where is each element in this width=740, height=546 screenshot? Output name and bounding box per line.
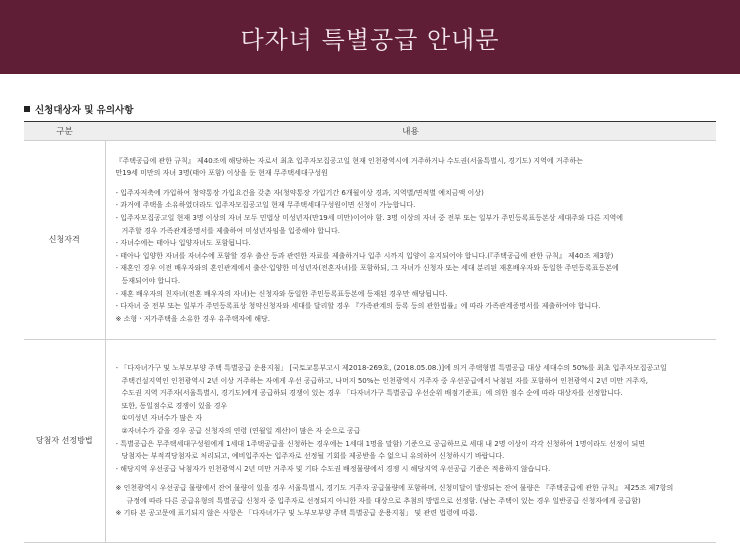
section-title-text: 신청대상자 및 유의사항 — [35, 105, 134, 116]
text-line: ①미성년 자녀수가 많은 자 — [121, 414, 203, 423]
text-line: 주택건설지역인 인천광역시 2년 이상 거주하는 자에게 우선 공급하고, 나머지 50%는 인천광역시 거주자 중 우선공급에서 낙첨된 자를 포함하여 인천광역시 2년 미만 거주자, — [121, 376, 648, 385]
text-line: - 자녀수에는 태아나 입양자녀도 포함됩니다. — [115, 239, 251, 248]
text-line: - 재혼인 경우 이전 배우자와의 혼인관계에서 출산·입양한 미성년자(전혼자녀)를 포함하되, 그 자녀가 신청자 또는 세대 분리된 재혼배우자와 동일한 주민등록표등본에 — [115, 264, 619, 273]
text-line: ※ 인천광역시 우선공급 물량에서 잔여 물량이 있을 경우 서울특별시, 경기도 거주자 공급물량에 포함하며, 신청미달이 발생되는 잔여 물량은 『주택공급에 관한 규칙』 제25조 제7항의 — [115, 484, 674, 493]
text-line: - 다자녀 중 전부 또는 일부가 주민등록표상 청약신청자와 세대를 달리할 경우 『가족관계의 등록 등의 관한법률』에 따라 가족관계증명서를 제출하여야 합니다. — [115, 302, 601, 311]
row-content-selection — [105, 340, 716, 543]
text-line: 등재되어야 합니다. — [121, 276, 181, 285]
text-line: - 특별공급은 무주택세대구성원에게 1세대 1주택공급을 신청하는 경우에는 1세대 1명을 말함) 기준으로 공급하므로 세대 내 2명 이상이 각각 신청하여 1명이라도 선정이 되면 — [115, 439, 646, 448]
info-table — [24, 121, 716, 543]
text-line: - 입주자모집공고일 현재 3명 이상의 자녀 모두 민법상 미성년자(만19세 미만)이어야 함. 3명 이상의 자녀 중 전부 또는 일부가 주민등록표등본상 세대주와 다른 지역에 — [115, 214, 624, 223]
table-row-eligibility — [24, 141, 716, 340]
text-line: 당첨자는 부적격당첨자로 처리되고, 예비입주자는 입주자로 선정될 기회를 제공받을 수 없으니 유의하여 신청하시기 바랍니다. — [121, 452, 505, 461]
page-title: 다자녀 특별공급 안내문 — [240, 25, 500, 54]
text-line: 수도권 지역 거주자(서울특별시, 경기도)에게 공급하되 경쟁이 있는 경우 「다자녀가구 특별공급 우선순위 배점기준표」에 의한 점수 순에 따라 대상자를 선정합니다. — [121, 389, 623, 398]
row-content-eligibility — [105, 141, 716, 340]
text-line: - 재혼 배우자의 친자녀(전혼 배우자의 자녀)는 신청자와 동일한 주민등록표등본에 등재된 경우만 해당됩니다. — [115, 289, 448, 298]
text-line: 만19세 미만의 자녀 3명(태아 포함) 이상을 둔 현재 무주택세대구성원 — [115, 169, 328, 178]
text-line: 거주할 경우 가족관계증명서를 제출하여 미성년자임을 입증해야 합니다. — [121, 226, 340, 235]
section-title — [24, 102, 133, 116]
text-line: - 과거에 주택을 소유하였더라도 입주자모집공고일 현재 무주택세대구성원이면 신청이 가능합니다. — [115, 201, 416, 210]
header-content: 내용 — [105, 122, 716, 141]
text-line: - 입주자저축에 가입하여 청약통장 가입요건을 갖춘 자(청약통장 가입기간 6개월이상 경과, 지역별/면적별 예치금액 이상) — [115, 188, 484, 197]
text-line: ②자녀수가 같을 경우 공급 신청자의 연령 (연월일 계산)이 많은 자 순으로 공급 — [121, 426, 361, 435]
text-line: 규정에 따라 다른 공급유형의 특별공급 신청자 중 입주자로 선정되지 아니한 자를 대상으로 추첨의 방법으로 선정함. (남는 주택이 있는 경우 일반공급 신청자에게 공급함) — [126, 496, 641, 505]
table-row-selection — [24, 340, 716, 543]
row-label-eligibility: 신청자격 — [24, 141, 105, 340]
text-line: ※ 기타 본 공고문에 표기되지 않은 사항은 「다자녀가구 및 노부모부양 주택 특별공급 운용지침」 및 관련 법령에 따름. — [115, 509, 478, 518]
text-line: - 태아나 입양한 자녀를 자녀수에 포함할 경우 출산 등과 관련한 자료를 제출하거나 입주 시까지 입양이 유지되어야 합니다.(『주택공급에 관한 규칙』 제40조 제3항) — [115, 251, 614, 260]
text-line: 『주택공급에 관한 규칙』 제40조에 해당하는 자로서 최초 입주자모집공고일 현재 인천광역시에 거주하거나 수도권(서울특별시, 경기도) 지역에 거주하는 — [115, 156, 583, 165]
table-header-row — [24, 122, 716, 141]
square-bullet-icon — [24, 106, 30, 112]
text-line: - 「다자녀가구 및 노부모부양 주택 특별공급 운용지침」 [국토교통부고시 제2018-269호, (2018.05.08.)]에 의거 주택형별 특별공급 대상 세대수의 50%를 최초 입주자모집공고일 — [115, 363, 667, 372]
text-line: 또한, 동일점수로 경쟁이 있을 경우 — [121, 401, 228, 410]
text-line: ※ 소형ㆍ저가주택을 소유한 경우 유주택자에 해당. — [115, 314, 270, 323]
header-banner — [0, 0, 740, 74]
header-category: 구분 — [24, 122, 105, 141]
row-label-selection: 당첨자 선정방법 — [24, 340, 105, 543]
text-line: - 해당지역 우선공급 낙첨자가 인천광역시 2년 미만 거주자 및 기타 수도권 배정물량에서 경쟁 시 해당지역 우선공급 기준은 적용하지 않습니다. — [115, 464, 551, 473]
